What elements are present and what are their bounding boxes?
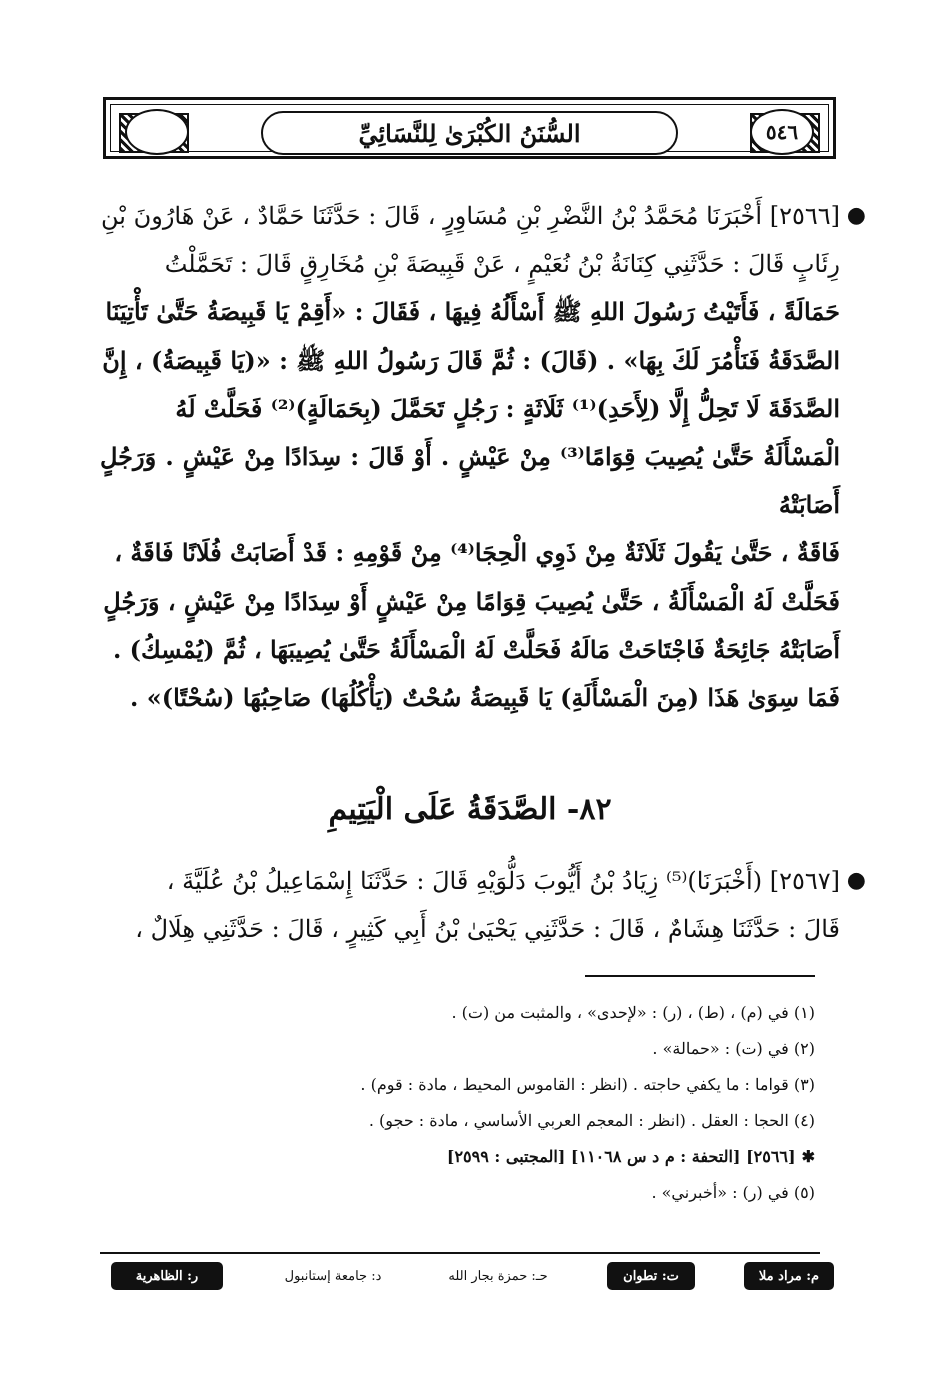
manuscript-label-d: د: جامعة إستانبول [284, 1268, 382, 1284]
text-line: حَمَالَةً ، فَأَتَيْتُ رَسُولَ اللهِ ﷺ أَسْأَلُهُ فِيهَا ، فَقَالَ : «أَقِمْ يَا قَبِيصَةُ حَتَّىٰ تَأْتِيَنَا [105, 297, 840, 327]
asterisk-icon: ✱ [801, 1147, 815, 1166]
text-line: قَالَ : حَدَّثَنَا هِشَامٌ ، قَالَ : حَدَّثَنِي يَحْيَىٰ بْنُ أَبِي كَثِيرٍ ، قَالَ : حَدَّثَنِي هِلَالٌ ، [135, 915, 840, 944]
hadith-2567 [100, 857, 866, 953]
text-line: أَصَابَتْهُ جَائِحَةٌ فَاجْتَاحَتْ مَالَهُ فَحَلَّتْ لَهُ الْمَسْأَلَةُ حَتَّىٰ يُصِيبَهَا ، ثُمَّ (يُمْسِكُ) . [112, 634, 840, 664]
takhrij-text: [٢٥٦٦] [التحفة : م د س ١١٠٦٨] [المجتبى : ٢٥٩٩] [446, 1147, 796, 1166]
text-line: فَاقَةٌ ، حَتَّىٰ يَقُولَ ثَلَاثَةٌ مِنْ ذَوِي الْحِجَا⁽⁴⁾ مِنْ قَوْمِهِ : قَدْ أَصَابَتْ فُلَانًا فَاقَةٌ ، [114, 538, 840, 568]
bullet-icon: ● [846, 868, 866, 893]
text-line: الْمَسْأَلَةُ حَتَّىٰ يُصِيبَ قِوَامًا⁽³⁾ مِنْ عَيْشٍ . أَوْ قَالَ : سِدَادًا مِنْ عَيْشٍ . وَرَجُلٍ أَصَابَتْهُ [100, 442, 841, 520]
text-line: الصَّدَقَةُ فَنَأْمُرَ لَكَ بِهَا» . (قَالَ) : ثُمَّ قَالَ رَسُولُ اللهِ ﷺ : «(يَا قَبِيصَةُ) ، إِنَّ [102, 345, 840, 375]
footnote-separator [585, 975, 815, 977]
section-heading: ٨٢- الصَّدَقَةُ عَلَى الْيَتِيمِ [328, 792, 612, 827]
bullet-icon: ● [846, 203, 866, 228]
footnote-2: (٢) في (ت) : «حمالة» . [652, 1039, 815, 1058]
hadith-2566-text [100, 192, 866, 722]
hadith-2566 [100, 192, 866, 722]
book-title: السُّنَنُ الكُبْرَىٰ لِلنَّسَائِيِّ [358, 118, 581, 148]
manuscript-badge-r: ر: الظاهرية [111, 1262, 223, 1290]
text-line: رِئَابٍ قَالَ : حَدَّثَنِي كِنَانَةُ بْنُ نُعَيْمٍ ، عَنْ قَبِيصَةَ بْنِ مُخَارِقٍ قَالَ : تَحَمَّلْتُ [164, 250, 840, 279]
text-line: [٢٥٦٧] (أَخْبَرَنَا)⁽⁵⁾ زِيَادُ بْنُ أَيُّوبَ دَلُّوَيْهِ قَالَ : حَدَّثَنَا إِسْمَاعِيلُ بْنُ عُلَيَّةَ ، [166, 867, 840, 895]
text-line: فَحَلَّتْ لَهُ الْمَسْأَلَةُ ، حَتَّىٰ يُصِيبَ قِوَامًا مِنْ عَيْشٍ أَوْ سِدَادًا مِنْ عَيْشٍ ، وَرَجُلٍ [103, 586, 840, 616]
footnote-5: (٥) في (ر) : «أخبرني» . [651, 1183, 815, 1202]
manuscript-label-h: حـ: حمزة بجار الله [448, 1268, 548, 1284]
text-line: الصَّدَقَةَ لَا تَحِلُّ إِلَّا (لِأَحَدِ)⁽¹⁾ ثَلَاثَةٍ : رَجُلٍ تَحَمَّلَ (بِحَمَالَةٍ)⁽²⁾ فَحَلَّتْ لَهُ [175, 393, 840, 423]
footnote-4: (٤) الحجا : العقل . (انظر : المعجم العربي الأساسي ، مادة : حجو) . [368, 1111, 815, 1130]
footnote-1: (١) في (م) ، (ط) ، (ر) : «لإحدى» ، والمثبت من (ت) . [451, 1003, 815, 1022]
header-title-frame [261, 111, 678, 155]
footnote-3: (٣) قواما : ما يكفي حاجته . (انظر : القاموس المحيط ، مادة : قوم) . [360, 1075, 815, 1094]
page-number: ٥٤٦ [750, 109, 814, 155]
takhrij-reference [100, 1139, 815, 1175]
book-logo-seal [125, 109, 189, 155]
manuscript-badge-t: ت: تطوان [607, 1262, 695, 1290]
bottom-rule [100, 1252, 820, 1254]
header-inner-frame [110, 104, 829, 152]
footnotes [100, 995, 815, 1211]
page-header-banner [103, 97, 836, 159]
text-line: [٢٥٦٦] أَخْبَرَنَا مُحَمَّدُ بْنُ النَّضْرِ بْنِ مُسَاوِرٍ ، قَالَ : حَدَّثَنَا حَمَّادٌ ، عَنْ هَارُونَ بْنِ [101, 202, 840, 230]
text-line: فَمَا سِوَىٰ هَذَا (مِنَ الْمَسْأَلَةِ) يَا قَبِيصَةُ سُحْتٌ (يَأْكُلُهَا) صَاحِبُهَا (سُحْتًا)» . [130, 683, 840, 713]
hadith-2567-text [100, 857, 866, 953]
manuscript-badge-m: م: مراد ملا [744, 1262, 834, 1290]
